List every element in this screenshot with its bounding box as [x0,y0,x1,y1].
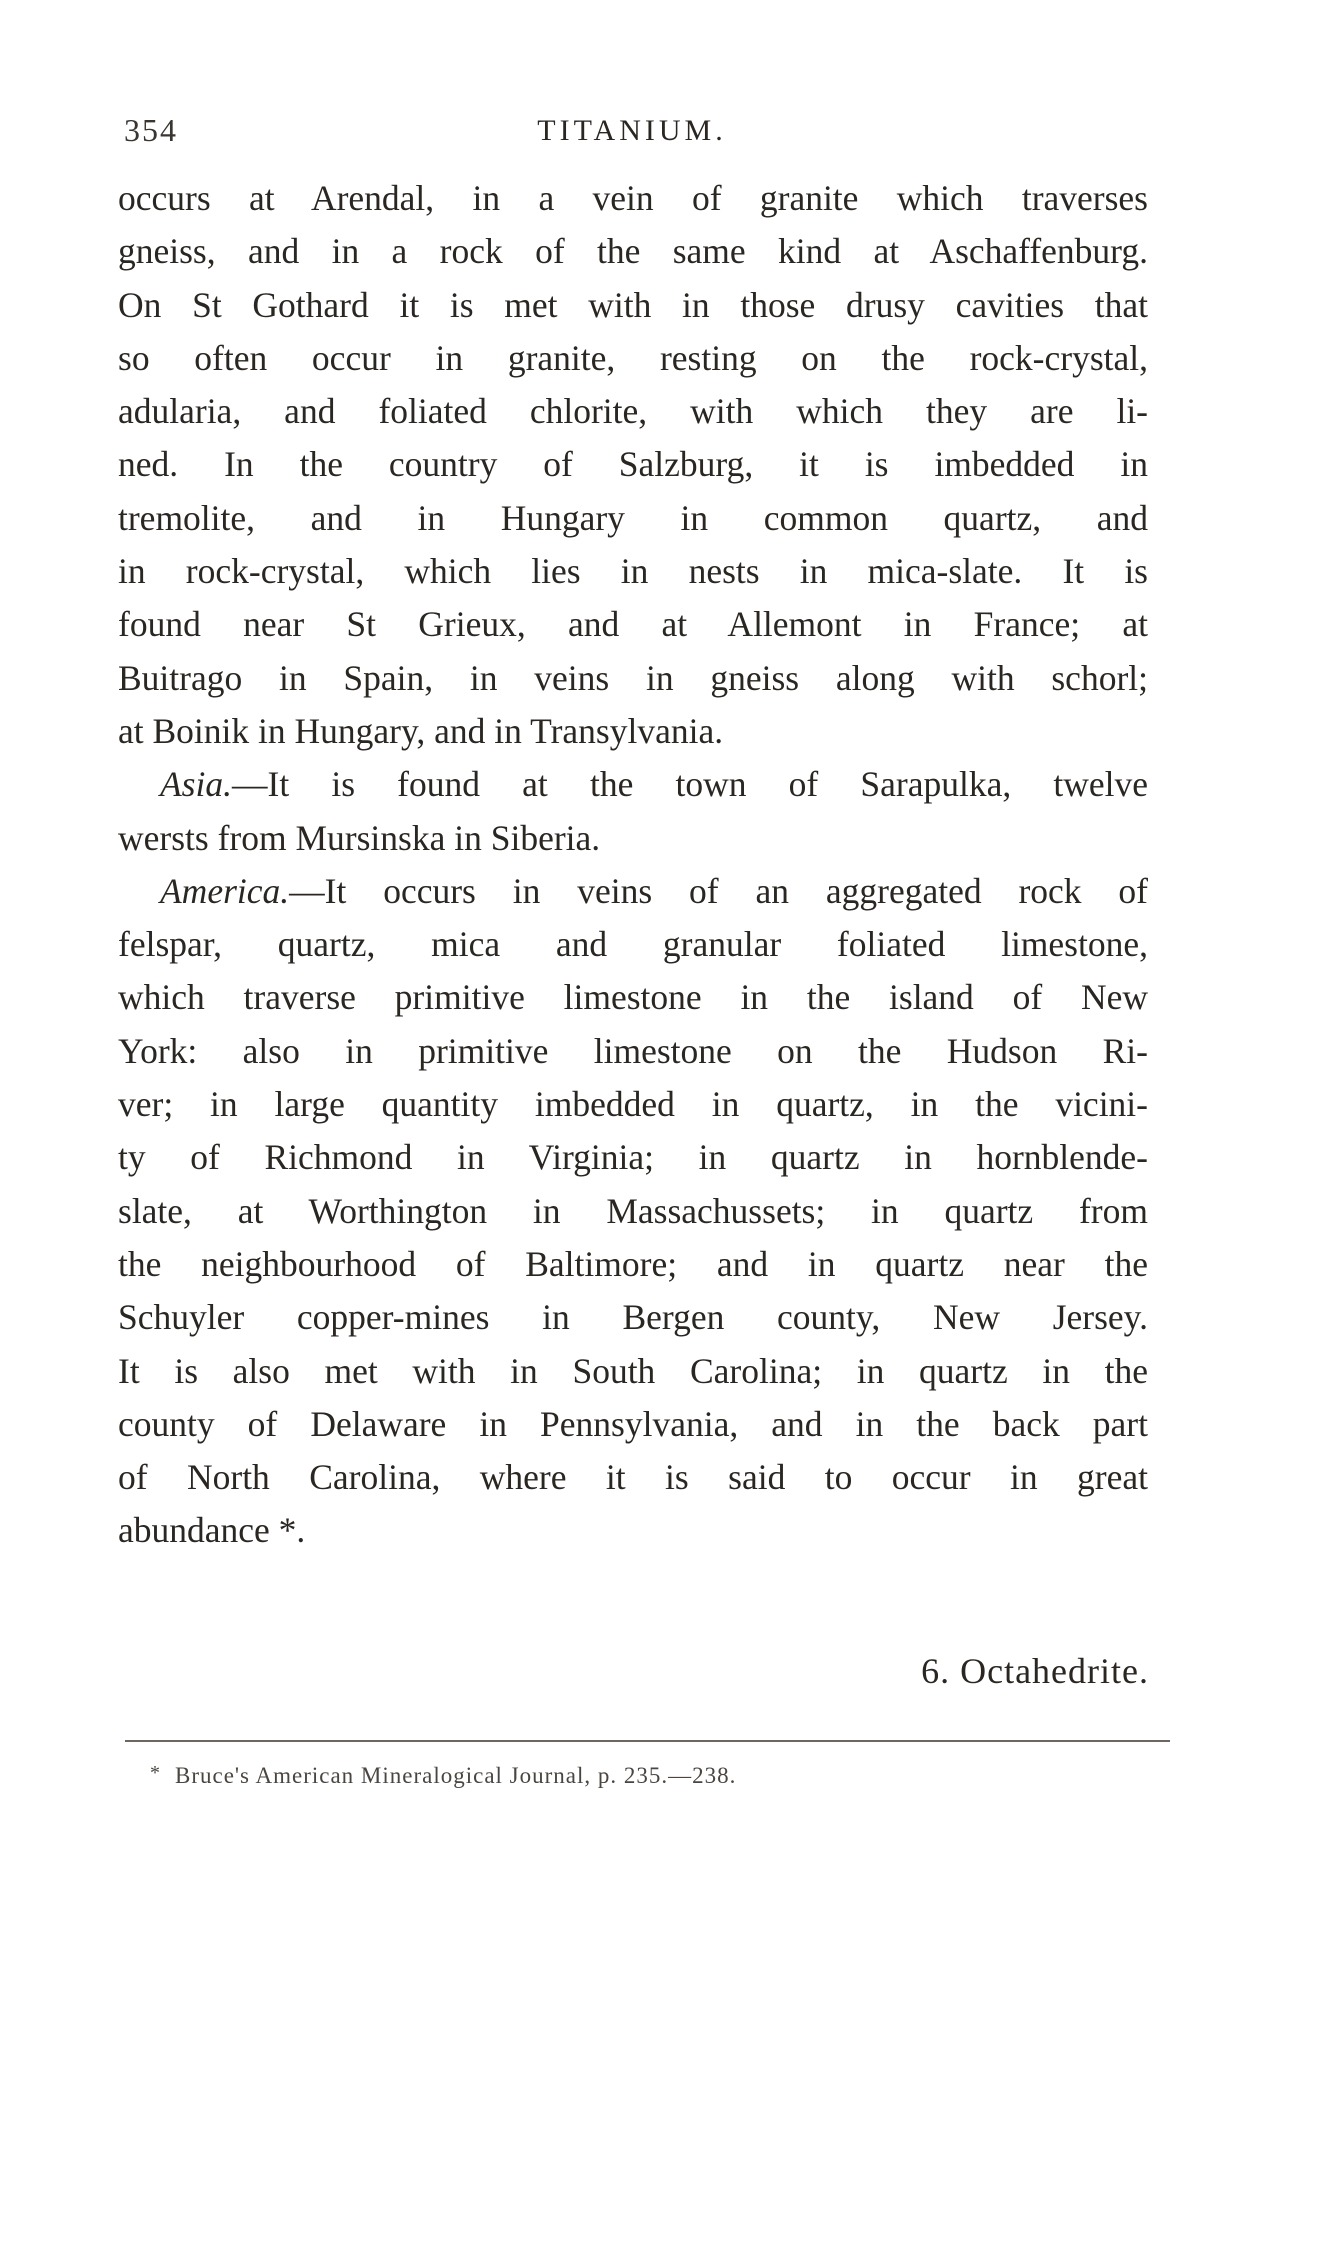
text-line: which traverse primitive limestone in the island of New [118,977,1148,1018]
text-line: the neighbourhood of Baltimore; and in quartz near the [118,1243,1148,1284]
page-header [112,112,1152,162]
page-number: 354 [124,112,178,148]
text-line: found near St Grieux, and at Allemont in France; at [118,604,1148,645]
text-line: On St Gothard it is met with in those drusy cavities that [118,284,1148,325]
region-label-america: America. [160,870,290,911]
paragraph-asia [118,758,1148,811]
text-line: in rock-crystal, which lies in nests in mica-slate. It is [118,551,1148,592]
text-line: Buitrago in Spain, in veins in gneiss along with schorl; [118,657,1148,698]
text-line: Schuyler copper-mines in Bergen county, New Jersey. [118,1297,1148,1338]
region-label-asia: Asia. [160,764,232,805]
text-line: York: also in primitive limestone on the Hudson Ri- [118,1030,1148,1071]
text-line: slate, at Worthington in Massachussets; in quartz from [118,1190,1148,1231]
paragraph-america [118,865,1148,918]
footnote-marker: * [150,1762,161,1784]
text-line: so often occur in granite, resting on the rock-crystal, [118,337,1148,378]
running-title: TITANIUM. [537,114,727,147]
text-line: —It occurs in veins of an aggregated rock of [289,870,1148,911]
text-line: tremolite, and in Hungary in common quartz, and [118,497,1148,538]
text-line: at Boinik in Hungary, and in Transylvania. [118,710,724,751]
text-line: wersts from Mursinska in Siberia. [118,817,601,858]
text-line: occurs at Arendal, in a vein of granite which traverses [118,178,1148,218]
text-line: It is also met with in South Carolina; in quartz in the [118,1350,1148,1391]
text-line: of North Carolina, where it is said to occur in great [118,1457,1148,1498]
text-line: ver; in large quantity imbedded in quartz, in the vicini- [118,1084,1148,1125]
text-line: gneiss, and in a rock of the same kind at Aschaffenburg. [118,231,1148,272]
text-line: felspar, quartz, mica and granular foliated limestone, [118,924,1148,965]
footnote-divider [125,1740,1170,1742]
text-line: —It is found at the town of Sarapulka, twelve [232,764,1148,805]
footnote [150,1762,736,1789]
section-heading: 6. Octahedrite. [921,1651,1149,1691]
text-line: county of Delaware in Pennsylvania, and in the back part [118,1403,1148,1444]
text-line: ned. In the country of Salzburg, it is imbedded in [118,444,1148,485]
text-line: ty of Richmond in Virginia; in quartz in hornblende- [118,1137,1148,1178]
text-line: adularia, and foliated chlorite, with which they are li- [118,391,1148,432]
body-text [118,172,1148,1558]
text-line: abundance *. [118,1510,306,1551]
footnote-text: Bruce's American Mineralogical Journal, p. 235.—238. [175,1763,737,1788]
